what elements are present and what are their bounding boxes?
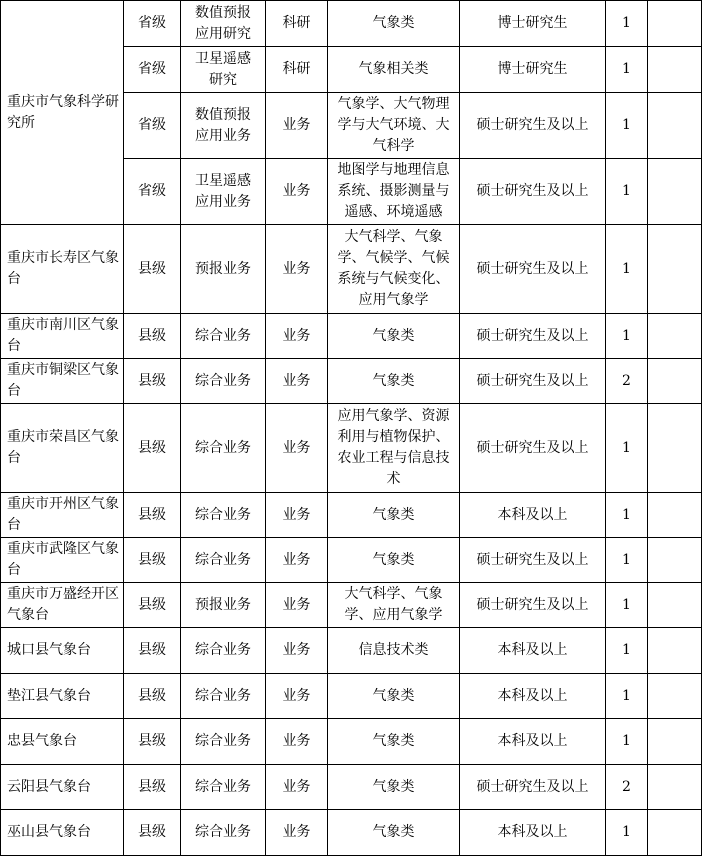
count-cell: 1 — [606, 810, 648, 856]
education-cell: 硕士研究生及以上 — [460, 583, 606, 628]
post-cell: 综合业务 — [181, 719, 266, 765]
count-cell: 1 — [606, 674, 648, 719]
table-body — [1, 1, 702, 856]
major-cell: 气象类 — [328, 1, 460, 47]
level-cell: 县级 — [124, 765, 181, 810]
table-row — [1, 765, 702, 810]
blank-cell — [648, 493, 702, 538]
education-cell: 硕士研究生及以上 — [460, 359, 606, 404]
major-cell: 大气科学、气象学、应用气象学 — [328, 583, 460, 628]
category-cell: 业务 — [266, 583, 328, 628]
unit-cell: 忠县气象台 — [1, 719, 124, 765]
table-row — [1, 719, 702, 765]
education-cell: 本科及以上 — [460, 674, 606, 719]
level-cell: 省级 — [124, 47, 181, 93]
count-cell: 1 — [606, 628, 648, 674]
table-row — [1, 810, 702, 856]
post-cell: 综合业务 — [181, 538, 266, 583]
category-cell: 业务 — [266, 93, 328, 159]
major-cell: 气象类 — [328, 359, 460, 404]
blank-cell — [648, 225, 702, 314]
post-cell: 综合业务 — [181, 404, 266, 493]
blank-cell — [648, 674, 702, 719]
count-cell: 1 — [606, 538, 648, 583]
post-cell: 预报业务 — [181, 225, 266, 314]
post-cell: 预报业务 — [181, 583, 266, 628]
blank-cell — [648, 810, 702, 856]
major-cell: 气象类 — [328, 493, 460, 538]
count-cell: 1 — [606, 93, 648, 159]
unit-cell: 重庆市铜梁区气象台 — [1, 359, 124, 404]
post-cell: 数值预报应用业务 — [181, 93, 266, 159]
category-cell: 业务 — [266, 628, 328, 674]
unit-cell: 云阳县气象台 — [1, 765, 124, 810]
unit-cell: 重庆市南川区气象台 — [1, 314, 124, 359]
major-cell: 气象类 — [328, 810, 460, 856]
count-cell: 1 — [606, 159, 648, 225]
level-cell: 县级 — [124, 538, 181, 583]
education-cell: 硕士研究生及以上 — [460, 225, 606, 314]
unit-cell: 巫山县气象台 — [1, 810, 124, 856]
blank-cell — [648, 314, 702, 359]
category-cell: 业务 — [266, 674, 328, 719]
post-cell: 数值预报应用研究 — [181, 1, 266, 47]
post-cell: 卫星遥感应用业务 — [181, 159, 266, 225]
category-cell: 科研 — [266, 47, 328, 93]
major-cell: 大气科学、气象学、气候学、气候系统与气候变化、应用气象学 — [328, 225, 460, 314]
blank-cell — [648, 1, 702, 47]
level-cell: 县级 — [124, 674, 181, 719]
level-cell: 县级 — [124, 314, 181, 359]
count-cell: 1 — [606, 47, 648, 93]
level-cell: 省级 — [124, 93, 181, 159]
education-cell: 本科及以上 — [460, 719, 606, 765]
post-cell: 综合业务 — [181, 359, 266, 404]
major-cell: 气象类 — [328, 538, 460, 583]
major-cell: 信息技术类 — [328, 628, 460, 674]
category-cell: 业务 — [266, 765, 328, 810]
table-row — [1, 628, 702, 674]
category-cell: 业务 — [266, 538, 328, 583]
count-cell: 1 — [606, 1, 648, 47]
category-cell: 业务 — [266, 493, 328, 538]
blank-cell — [648, 359, 702, 404]
unit-cell: 重庆市武隆区气象台 — [1, 538, 124, 583]
education-cell: 硕士研究生及以上 — [460, 314, 606, 359]
count-cell: 1 — [606, 583, 648, 628]
category-cell: 业务 — [266, 359, 328, 404]
education-cell: 博士研究生 — [460, 47, 606, 93]
level-cell: 县级 — [124, 493, 181, 538]
level-cell: 县级 — [124, 583, 181, 628]
unit-cell: 重庆市开州区气象台 — [1, 493, 124, 538]
major-cell: 气象类 — [328, 314, 460, 359]
table-row — [1, 359, 702, 404]
blank-cell — [648, 628, 702, 674]
count-cell: 1 — [606, 719, 648, 765]
education-cell: 硕士研究生及以上 — [460, 93, 606, 159]
post-cell: 综合业务 — [181, 765, 266, 810]
category-cell: 业务 — [266, 159, 328, 225]
level-cell: 县级 — [124, 404, 181, 493]
education-cell: 硕士研究生及以上 — [460, 404, 606, 493]
education-cell: 本科及以上 — [460, 628, 606, 674]
table-row — [1, 314, 702, 359]
post-cell: 卫星遥感研究 — [181, 47, 266, 93]
blank-cell — [648, 47, 702, 93]
table-row — [1, 493, 702, 538]
table-row — [1, 404, 702, 493]
level-cell: 县级 — [124, 719, 181, 765]
post-cell: 综合业务 — [181, 628, 266, 674]
level-cell: 县级 — [124, 359, 181, 404]
unit-cell: 重庆市长寿区气象台 — [1, 225, 124, 314]
count-cell: 1 — [606, 493, 648, 538]
major-cell: 气象类 — [328, 719, 460, 765]
table-row — [1, 583, 702, 628]
post-cell: 综合业务 — [181, 314, 266, 359]
level-cell: 县级 — [124, 810, 181, 856]
blank-cell — [648, 93, 702, 159]
category-cell: 业务 — [266, 719, 328, 765]
unit-cell: 重庆市气象科学研究所 — [1, 1, 124, 225]
category-cell: 业务 — [266, 404, 328, 493]
table-row — [1, 674, 702, 719]
count-cell: 1 — [606, 404, 648, 493]
unit-cell: 重庆市万盛经开区气象台 — [1, 583, 124, 628]
category-cell: 业务 — [266, 225, 328, 314]
level-cell: 县级 — [124, 628, 181, 674]
level-cell: 省级 — [124, 1, 181, 47]
post-cell: 综合业务 — [181, 674, 266, 719]
table-row — [1, 1, 702, 47]
post-cell: 综合业务 — [181, 810, 266, 856]
count-cell: 2 — [606, 765, 648, 810]
category-cell: 业务 — [266, 314, 328, 359]
blank-cell — [648, 583, 702, 628]
table-row — [1, 225, 702, 314]
education-cell: 博士研究生 — [460, 1, 606, 47]
education-cell: 本科及以上 — [460, 810, 606, 856]
count-cell: 1 — [606, 225, 648, 314]
major-cell: 气象类 — [328, 674, 460, 719]
category-cell: 业务 — [266, 810, 328, 856]
major-cell: 应用气象学、资源利用与植物保护、农业工程与信息技术 — [328, 404, 460, 493]
category-cell: 科研 — [266, 1, 328, 47]
count-cell: 2 — [606, 359, 648, 404]
blank-cell — [648, 159, 702, 225]
level-cell: 省级 — [124, 159, 181, 225]
blank-cell — [648, 719, 702, 765]
level-cell: 县级 — [124, 225, 181, 314]
major-cell: 气象相关类 — [328, 47, 460, 93]
education-cell: 硕士研究生及以上 — [460, 765, 606, 810]
major-cell: 气象类 — [328, 765, 460, 810]
count-cell: 1 — [606, 314, 648, 359]
blank-cell — [648, 538, 702, 583]
blank-cell — [648, 404, 702, 493]
unit-cell: 重庆市荣昌区气象台 — [1, 404, 124, 493]
major-cell: 地图学与地理信息系统、摄影测量与遥感、环境遥感 — [328, 159, 460, 225]
table-row — [1, 538, 702, 583]
blank-cell — [648, 765, 702, 810]
post-cell: 综合业务 — [181, 493, 266, 538]
unit-cell: 垫江县气象台 — [1, 674, 124, 719]
education-cell: 硕士研究生及以上 — [460, 538, 606, 583]
education-cell: 硕士研究生及以上 — [460, 159, 606, 225]
major-cell: 气象学、大气物理学与大气环境、大气科学 — [328, 93, 460, 159]
education-cell: 本科及以上 — [460, 493, 606, 538]
unit-cell: 城口县气象台 — [1, 628, 124, 674]
